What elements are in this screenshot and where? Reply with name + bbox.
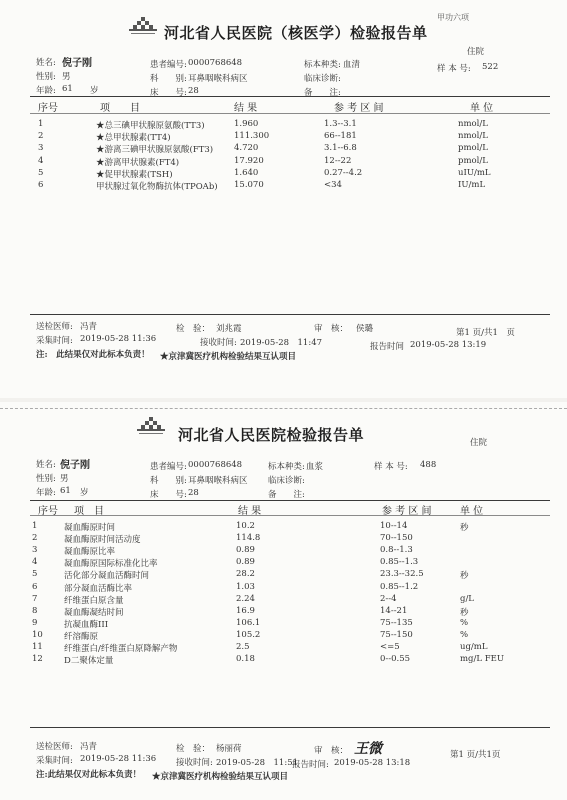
cell-seq: 8	[32, 605, 38, 616]
dept-label: 科 别:	[150, 74, 187, 84]
cell-ref: 0.85--1.3	[380, 557, 419, 568]
col-item: 项 目	[100, 103, 140, 114]
dept: 耳鼻咽喉科病区	[188, 74, 248, 84]
col-item: 项 目	[74, 506, 104, 517]
report-time-label: 报告时间:	[292, 760, 329, 770]
receive-time: 2019-05-28 11:47	[240, 338, 323, 348]
cell-result: 106.1	[236, 617, 261, 628]
reviewer: 侯璐	[356, 324, 374, 334]
reviewer-signature: 王微	[354, 741, 382, 757]
report-thyroid	[0, 0, 567, 398]
cell-ref: 0.85--1.2	[380, 581, 419, 592]
page-indicator: 第1 页/共1 页	[456, 328, 515, 338]
table-row	[0, 557, 567, 568]
header-bottom-rule	[30, 515, 550, 516]
hospital-logo-icon	[128, 16, 158, 38]
age: 61	[62, 84, 73, 94]
cell-unit: 秒	[460, 571, 469, 582]
cell-item: 凝血酶凝结时间	[64, 607, 124, 618]
diagnosis-label: 临床诊断:	[304, 74, 341, 84]
cell-result: 1.640	[234, 167, 259, 178]
patient-name: 倪子刚	[62, 58, 92, 69]
cell-item: ★总三碘甲状腺原氨酸(TT3)	[96, 121, 205, 131]
sample-no: 488	[420, 460, 437, 470]
cell-unit: mg/L FEU	[460, 654, 504, 665]
cell-ref: 0--0.55	[380, 654, 411, 665]
report-coagulation	[0, 402, 567, 800]
cell-item: 凝血酶原国际标准化比率	[64, 559, 158, 570]
cell-seq: 1	[38, 119, 44, 129]
cell-result: 1.960	[234, 119, 259, 129]
age-label: 年龄:	[36, 86, 56, 96]
cell-ref: 0.8--1.3	[380, 545, 413, 556]
table-row	[0, 180, 567, 191]
checker: 杨丽荷	[216, 744, 242, 754]
name-label: 姓名:	[36, 460, 56, 470]
corner-mark: 甲功六项	[437, 13, 469, 22]
cell-ref: 75--135	[380, 617, 413, 628]
mutual-recognition-note: ★京津冀医疗机构检验结果互认项目	[160, 352, 297, 362]
cell-ref: <34	[324, 180, 342, 190]
table-row	[0, 654, 567, 665]
cell-item: 活化部分凝血活酶时间	[64, 571, 150, 582]
receive-label: 接收时间:	[176, 758, 213, 768]
reviewer-label: 审 核：	[314, 746, 349, 756]
age-unit: 岁	[80, 488, 89, 498]
cell-unit: IU/mL	[458, 180, 486, 190]
sample-type: 血清	[343, 60, 361, 70]
ward-type: 住院	[467, 47, 485, 57]
report-time: 2019-05-28 13:19	[410, 340, 487, 350]
cell-item: 纤维蛋白原含量	[64, 595, 124, 606]
bed-label: 床 号:	[150, 88, 187, 98]
cell-seq: 4	[38, 155, 44, 166]
cell-ref: 70--150	[380, 533, 413, 544]
cell-seq: 10	[32, 629, 43, 640]
bed: 28	[188, 86, 199, 96]
cell-seq: 5	[32, 569, 38, 580]
col-ref: 参 考 区 间	[382, 506, 432, 517]
cell-ref: 12--22	[324, 155, 352, 166]
cell-unit: uIU/mL	[458, 167, 491, 178]
mutual-recognition-note: ★京津冀医疗机构检验结果互认项目	[152, 772, 289, 782]
age-label: 年龄:	[36, 488, 56, 498]
col-result: 结 果	[234, 103, 258, 114]
cell-unit: nmol/L	[458, 119, 488, 129]
cell-seq: 4	[32, 557, 38, 568]
table-row	[0, 143, 567, 154]
doctor-label: 送检医师:	[36, 322, 73, 332]
cell-item: ★总甲状腺素(TT4)	[96, 133, 171, 144]
collect-time: 2019-05-28 11:36	[80, 334, 157, 344]
page-indicator: 第1 页/共1页	[450, 750, 501, 760]
cell-unit: 秒	[460, 523, 469, 533]
cell-ref: 23.3--32.5	[380, 569, 424, 580]
cell-ref: 10--14	[380, 521, 408, 531]
hospital-logo-icon	[136, 416, 166, 438]
gender-label: 性别:	[36, 474, 56, 484]
cell-ref: 1.3--3.1	[324, 119, 357, 129]
gender-label: 性别:	[36, 72, 56, 82]
diagnosis-label: 临床诊断:	[268, 476, 305, 486]
age: 61	[60, 486, 71, 496]
doctor: 冯青	[80, 742, 98, 752]
cell-result: 0.89	[236, 557, 255, 568]
cell-item: 凝血酶原时间	[64, 523, 116, 533]
cell-unit: pmol/L	[458, 155, 488, 166]
table-row	[0, 119, 567, 130]
age-unit: 岁	[90, 86, 99, 96]
sample-no-label: 样 本 号:	[437, 64, 471, 74]
disclaimer-note: 注:此结果仅对此标本负责！	[36, 770, 142, 780]
sample-no: 522	[482, 62, 499, 72]
dept-label: 科 别:	[150, 476, 187, 486]
col-unit: 单 位	[470, 103, 494, 114]
reviewer-label: 审 核：	[314, 324, 349, 334]
patient-no: 0000768648	[188, 58, 243, 68]
patient-no-label: 患者编号:	[150, 462, 187, 472]
collect-time: 2019-05-28 11:36	[80, 754, 157, 764]
table-row	[0, 630, 567, 641]
table-row	[0, 594, 567, 605]
doctor-label: 送检医师:	[36, 742, 73, 752]
disclaimer-note: 注: 此结果仅对此标本负责！	[36, 350, 150, 360]
patient-name: 倪子刚	[60, 460, 90, 471]
header-top-rule	[30, 96, 550, 97]
collect-label: 采集时间:	[36, 756, 73, 766]
cell-unit: g/L	[460, 593, 474, 604]
cell-item: ★促甲状腺素(TSH)	[96, 169, 173, 180]
name-label: 姓名:	[36, 58, 56, 68]
checker-label: 检 验：	[176, 324, 211, 334]
report-title: 河北省人民医院（核医学）检验报告单	[164, 24, 428, 42]
bed: 28	[188, 488, 199, 498]
cell-seq: 2	[32, 533, 38, 544]
cell-result: 2.24	[236, 593, 255, 604]
cell-unit: 秒	[460, 607, 469, 618]
remark-label: 备 注:	[304, 88, 341, 98]
table-row	[0, 582, 567, 593]
patient-no-label: 患者编号:	[150, 60, 187, 70]
gender: 男	[62, 72, 71, 82]
table-row	[0, 521, 567, 532]
table-row	[0, 156, 567, 167]
dept: 耳鼻咽喉科病区	[188, 476, 248, 486]
cell-result: 111.300	[234, 131, 270, 142]
cell-unit: %	[460, 617, 469, 628]
col-seq: 序号	[38, 103, 58, 114]
cell-item: 纤溶酶原	[64, 631, 99, 642]
footer-rule	[30, 727, 550, 728]
cell-result: 16.9	[236, 605, 255, 616]
cell-result: 1.03	[236, 581, 255, 592]
cell-seq: 3	[38, 143, 44, 154]
cell-result: 10.2	[236, 521, 255, 531]
gender: 男	[60, 474, 69, 484]
cell-item: D二聚体定量	[64, 656, 114, 667]
receive-label: 接收时间:	[200, 338, 237, 348]
table-row	[0, 606, 567, 617]
table-row	[0, 545, 567, 556]
ward-type: 住院	[470, 438, 488, 448]
checker: 刘兆霞	[216, 324, 242, 334]
cell-result: 28.2	[236, 569, 255, 580]
cell-ref: 66--181	[324, 131, 357, 142]
cell-ref: <=5	[380, 642, 400, 652]
doctor: 冯青	[80, 322, 98, 332]
perforation-line	[0, 408, 567, 409]
cell-ref: 3.1--6.8	[324, 143, 357, 154]
cell-result: 4.720	[234, 143, 259, 154]
collect-label: 采集时间:	[36, 336, 73, 346]
patient-no: 0000768648	[188, 460, 243, 470]
checker-label: 检 验：	[176, 744, 211, 754]
cell-ref: 75--150	[380, 629, 413, 640]
cell-ref: 2--4	[380, 593, 397, 604]
table-row	[0, 618, 567, 629]
sample-no-label: 样 本 号:	[374, 462, 408, 472]
col-unit: 单 位	[460, 506, 484, 517]
cell-seq: 12	[32, 654, 43, 665]
remark-label: 备 注:	[268, 490, 305, 500]
table-row	[0, 168, 567, 179]
cell-result: 0.18	[236, 654, 255, 665]
sample-type-label: 标本种类:	[304, 60, 341, 70]
cell-seq: 5	[38, 167, 44, 178]
cell-item: 抗凝血酶III	[64, 619, 109, 630]
report-title: 河北省人民医院检验报告单	[178, 426, 365, 444]
cell-item: ★游离三碘甲状腺原氨酸(FT3)	[96, 145, 214, 156]
cell-ref: 14--21	[380, 605, 408, 616]
sample-type-label: 标本种类:	[268, 462, 305, 472]
cell-result: 15.070	[234, 180, 264, 190]
cell-seq: 6	[32, 581, 38, 592]
cell-item: 甲状腺过氧化物酶抗体(TPOAb)	[96, 182, 218, 192]
cell-item: 凝血酶原时间活动度	[64, 535, 141, 546]
cell-seq: 3	[32, 545, 38, 556]
cell-unit: %	[460, 629, 469, 640]
cell-item: 凝血酶原比率	[64, 547, 116, 558]
cell-seq: 6	[38, 180, 44, 190]
cell-seq: 1	[32, 521, 38, 531]
cell-item: 部分凝血活酶比率	[64, 583, 133, 594]
table-row	[0, 131, 567, 142]
cell-result: 17.920	[234, 155, 264, 166]
table-row	[0, 642, 567, 653]
cell-seq: 2	[38, 131, 44, 142]
report-time-label: 报告时间	[370, 342, 405, 352]
cell-result: 105.2	[236, 629, 261, 640]
cell-item: 纤维蛋白/纤维蛋白原降解产物	[64, 644, 178, 654]
cell-item: ★游离甲状腺素(FT4)	[96, 157, 180, 168]
cell-result: 2.5	[236, 642, 250, 652]
col-result: 结 果	[238, 506, 262, 517]
bed-label: 床 号:	[150, 490, 187, 500]
report-time: 2019-05-28 13:18	[334, 758, 411, 768]
header-bottom-rule	[30, 113, 550, 114]
cell-seq: 9	[32, 617, 38, 628]
cell-unit: nmol/L	[458, 131, 488, 142]
cell-seq: 7	[32, 593, 38, 604]
table-row	[0, 569, 567, 580]
receive-time: 2019-05-28 11:51	[216, 758, 299, 768]
footer-rule	[30, 314, 550, 315]
col-ref: 参 考 区 间	[334, 103, 384, 114]
cell-ref: 0.27--4.2	[324, 167, 363, 178]
cell-result: 0.89	[236, 545, 255, 556]
cell-unit: pmol/L	[458, 143, 488, 154]
cell-unit: ug/mL	[460, 642, 488, 652]
cell-result: 114.8	[236, 533, 261, 544]
table-row	[0, 533, 567, 544]
header-top-rule	[30, 500, 550, 501]
sample-type: 血浆	[306, 462, 324, 472]
cell-seq: 11	[32, 642, 43, 652]
col-seq: 序号	[38, 506, 58, 517]
